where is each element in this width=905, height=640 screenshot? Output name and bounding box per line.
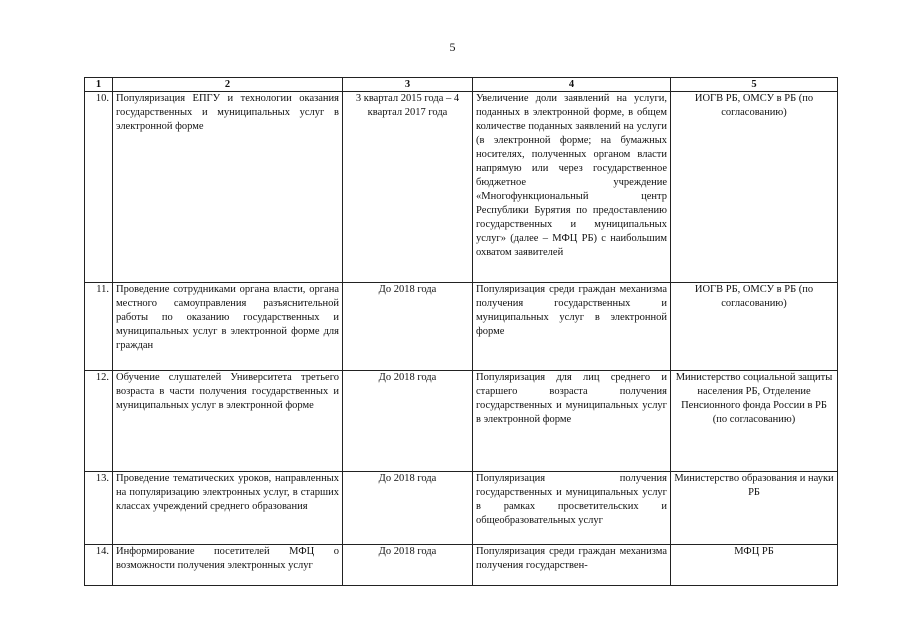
period-cell: До 2018 года: [343, 371, 473, 472]
responsible-cell: Министерство социальной защиты населения РБ, Отделение Пенсионного фонда России в РБ (по согласованию): [671, 371, 838, 472]
result-cell: Популяризация среди граждан механизма получения государственных и муниципальных услуг в электронной форме: [473, 283, 671, 371]
activity-cell: Информирование посетителей МФЦ о возможности получения электронных услуг: [113, 545, 343, 586]
activity-cell: Проведение сотрудниками органа власти, органа местного самоуправления разъяснительной работы по оказанию государственных и муниципальных услуг в электронной форме для граждан: [113, 283, 343, 371]
result-cell: Популяризация получения государственных и муниципальных услуг в рамках просветительских и общеобразовательных услуг: [473, 472, 671, 545]
result-cell: Популяризация среди граждан механизма получения государствен-: [473, 545, 671, 586]
column-header: 4: [473, 78, 671, 92]
result-cell: Увеличение доли заявлений на услуги, поданных в электронной форме, в общем количестве поданных заявлений на услуги (в электронной форме; на бумажных носителях, полученных органом власти напрямую или через государственное бюджетное учреждение «Многофункциональный центр Республики Бурятия по предоставлению государственных и муниципальных услуг» (далее – МФЦ РБ) с наибольшим охватом заявителей: [473, 92, 671, 283]
table-row: [85, 92, 838, 283]
column-header: 1: [85, 78, 113, 92]
responsible-cell: Министерство образования и науки РБ: [671, 472, 838, 545]
result-cell: Популяризация для лиц среднего и старшего возраста получения государственных и муниципальных услуг в электронной форме: [473, 371, 671, 472]
activity-cell: Обучение слушателей Университета третьего возраста в части получения государственных и муниципальных услуг в электронной форме: [113, 371, 343, 472]
table-header-row: [85, 78, 838, 92]
page-number: 5: [449, 40, 456, 54]
period-cell: До 2018 года: [343, 472, 473, 545]
activity-cell: Проведение тематических уроков, направленных на популяризацию электронных услуг, в старших классах учреждений среднего образования: [113, 472, 343, 545]
row-number: 11.: [85, 283, 113, 371]
row-number: 12.: [85, 371, 113, 472]
responsible-cell: ИОГВ РБ, ОМСУ в РБ (по согласованию): [671, 92, 838, 283]
row-number: 14.: [85, 545, 113, 586]
table-row: [85, 371, 838, 472]
period-cell: До 2018 года: [343, 545, 473, 586]
table-row: [85, 545, 838, 586]
column-header: 3: [343, 78, 473, 92]
column-header: 5: [671, 78, 838, 92]
table-row: [85, 283, 838, 371]
period-cell: До 2018 года: [343, 283, 473, 371]
period-cell: 3 квартал 2015 года – 4 квартал 2017 года: [343, 92, 473, 283]
plan-table: [84, 77, 838, 586]
activity-cell: Популяризация ЕПГУ и технологии оказания государственных и муниципальных услуг в электронной форме: [113, 92, 343, 283]
column-header: 2: [113, 78, 343, 92]
row-number: 10.: [85, 92, 113, 283]
row-number: 13.: [85, 472, 113, 545]
responsible-cell: ИОГВ РБ, ОМСУ в РБ (по согласованию): [671, 283, 838, 371]
responsible-cell: МФЦ РБ: [671, 545, 838, 586]
table-row: [85, 472, 838, 545]
